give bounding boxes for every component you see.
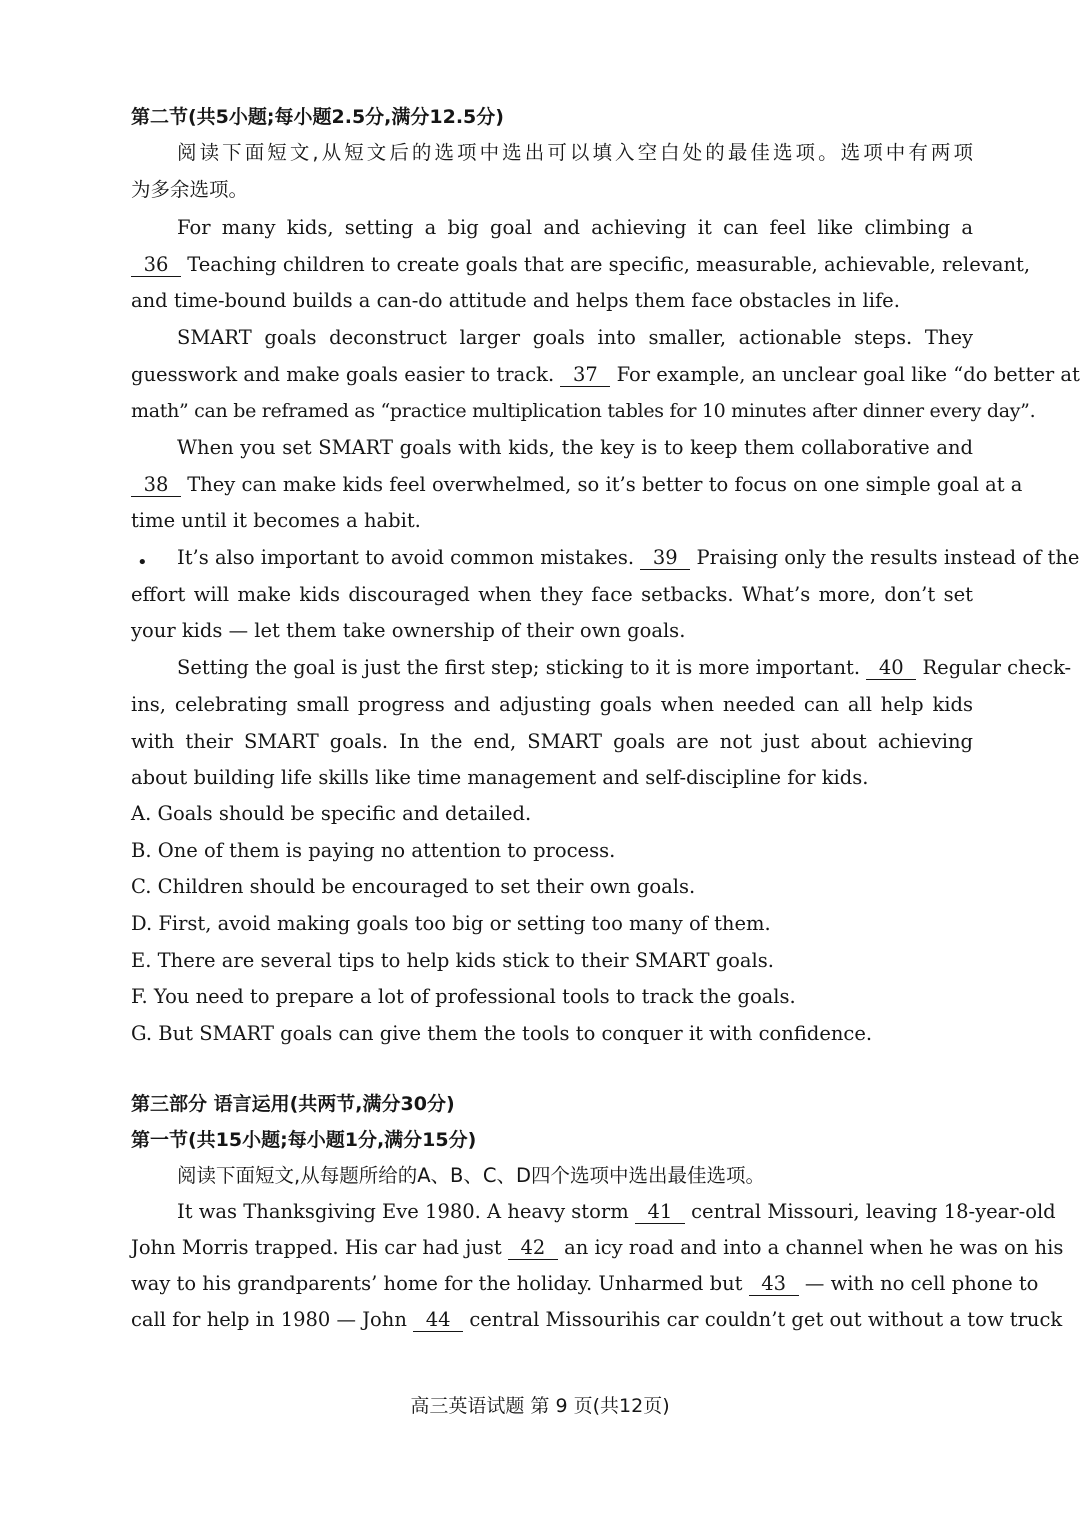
passage-line [131, 362, 1080, 388]
answer-blank-43: 43 [749, 1273, 799, 1296]
passage-line: When you set SMART goals with kids, the key is to keep them collaborative and [177, 436, 973, 459]
passage-text: central Missourihis car couldn’t get out without a tow truck [469, 1308, 1063, 1331]
passage-text: It was Thanksgiving Eve 1980. A heavy storm [177, 1200, 629, 1223]
answer-blank-38: 38 [131, 474, 181, 497]
passage-text: Praising only the results instead of the [696, 546, 1080, 569]
passage-text: an icy road and into a channel when he was on his [564, 1236, 1064, 1259]
passage-line: with their SMART goals. In the end, SMART goals are not just about achieving [131, 730, 973, 753]
passage-line [131, 472, 1023, 498]
page-footer: 高三英语试题 第 9 页(共12页) [410, 1395, 670, 1417]
passage-text: call for help in 1980 — John [131, 1308, 407, 1331]
answer-blank-36: 36 [131, 254, 181, 277]
passage-text: Setting the goal is just the first step; sticking to it is more important. [177, 656, 861, 679]
option-d: D. First, avoid making goals too big or setting too many of them. [131, 912, 771, 935]
passage-text: They can make kids feel overwhelmed, so it’s better to focus on one simple goal at a [187, 473, 1023, 496]
section-heading: 第二节(共5小题;每小题2.5分,满分12.5分) [131, 106, 504, 128]
passage-text: John Morris trapped. His car had just [131, 1236, 502, 1259]
passage-line: your kids — let them take ownership of their own goals. [131, 619, 686, 642]
answer-blank-44: 44 [413, 1309, 463, 1332]
passage-text: Teaching children to create goals that are specific, measurable, achievable, relevant, [187, 253, 1031, 276]
passage-line: ins, celebrating small progress and adjusting goals when needed can all help kids [131, 693, 973, 716]
option-g: G. But SMART goals can give them the tools to conquer it with confidence. [131, 1022, 873, 1045]
passage-line: SMART goals deconstruct larger goals into smaller, actionable steps. They [177, 326, 973, 349]
passage-line [177, 545, 1080, 571]
option-b: B. One of them is paying no attention to process. [131, 839, 616, 862]
passage-line: effort will make kids discouraged when they face setbacks. What’s more, don’t set [131, 583, 973, 606]
bullet-mark: • [137, 552, 148, 573]
passage-text: Regular check- [922, 656, 1072, 679]
option-e: E. There are several tips to help kids stick to their SMART goals. [131, 949, 774, 972]
option-a: A. Goals should be specific and detailed. [131, 802, 532, 825]
answer-blank-42: 42 [508, 1237, 558, 1260]
passage-line [131, 1307, 1063, 1333]
passage-line [131, 1271, 1039, 1297]
answer-blank-39: 39 [640, 547, 690, 570]
option-f: F. You need to prepare a lot of professional tools to track the goals. [131, 985, 796, 1008]
passage-line [131, 1235, 1064, 1261]
passage-line: math” can be reframed as “practice multiplication tables for 10 minutes after dinner every day”. [131, 400, 1036, 422]
passage-line [131, 252, 1031, 278]
passage-text: way to his grandparents’ home for the holiday. Unharmed but [131, 1272, 743, 1295]
passage-line [177, 1199, 1056, 1225]
part-heading: 第三部分 语言运用(共两节,满分30分) [131, 1093, 455, 1115]
answer-blank-40: 40 [866, 657, 916, 680]
passage-text: guesswork and make goals easier to track. [131, 363, 555, 386]
answer-blank-37: 37 [560, 364, 610, 387]
passage-line: For many kids, setting a big goal and achieving it can feel like climbing a [177, 216, 973, 239]
instruction-line: 为多余选项。 [131, 178, 249, 201]
passage-text: It’s also important to avoid common mistakes. [177, 546, 635, 569]
instruction-line: 阅读下面短文,从短文后的选项中选出可以填入空白处的最佳选项。选项中有两项 [177, 141, 973, 164]
option-c: C. Children should be encouraged to set their own goals. [131, 875, 696, 898]
passage-line: time until it becomes a habit. [131, 509, 421, 532]
passage-line [177, 655, 1072, 681]
instruction-line: 阅读下面短文,从每题所给的A、B、C、D四个选项中选出最佳选项。 [177, 1164, 766, 1187]
section-heading: 第一节(共15小题;每小题1分,满分15分) [131, 1129, 477, 1151]
passage-line: and time-bound builds a can-do attitude and helps them face obstacles in life. [131, 289, 900, 312]
answer-blank-41: 41 [635, 1201, 685, 1224]
passage-text: — with no cell phone to [804, 1272, 1039, 1295]
passage-text: central Missouri, leaving 18-year-old [691, 1200, 1056, 1223]
passage-line: about building life skills like time management and self-discipline for kids. [131, 766, 869, 789]
passage-text: For example, an unclear goal like “do better at [616, 363, 1080, 386]
